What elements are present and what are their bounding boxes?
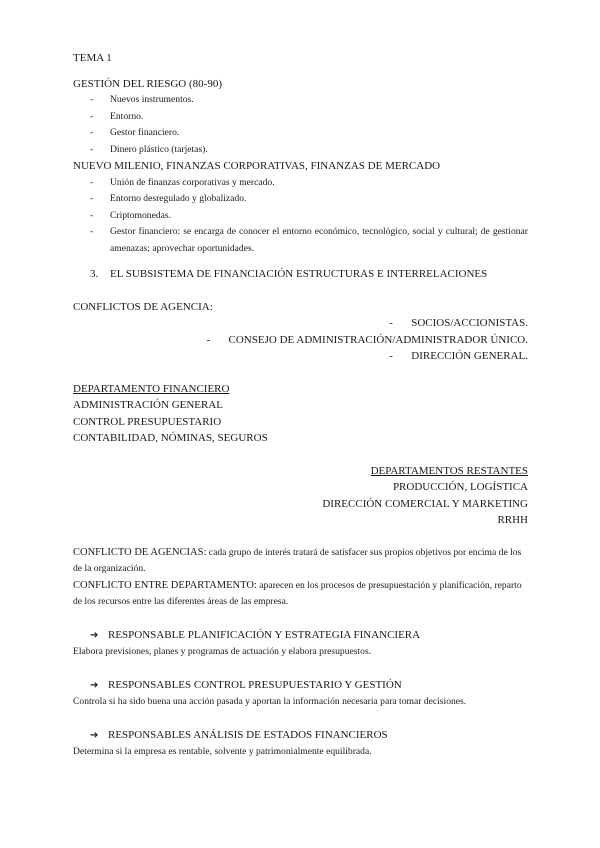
agency-item: - CONSEJO DE ADMINISTRACIÓN/ADMINISTRADOR ÚNICO.	[206, 333, 528, 346]
responsible-budget-text: Controla si ha sido buena una acción pasada y aportan la información necesaria para tomar decisiones.	[73, 696, 467, 707]
other-dept-item: DIRECCIÓN COMERCIAL Y MARKETING	[322, 497, 528, 510]
list-item: - Dinero plástico (tarjetas).	[90, 143, 208, 155]
agency-heading: CONFLICTOS DE AGENCIA:	[73, 300, 213, 313]
list-item: - Gestor financiero.	[90, 127, 180, 138]
section-3-heading: 3. EL SUBSISTEMA DE FINANCIACIÓN ESTRUCTURAS E INTERRELACIONES	[90, 268, 488, 280]
responsible-budget-heading: ➔ RESPONSABLES CONTROL PRESUPUESTARIO Y GESTIÓN	[73, 677, 528, 695]
other-dept-item: RRHH	[497, 514, 528, 526]
topic-title: TEMA 1	[73, 52, 112, 64]
list-item: - Nuevos instrumentos.	[90, 94, 194, 105]
document-page	[73, 50, 528, 761]
department-conflict-paragraph: CONFLICTO ENTRE DEPARTAMENTO: aparecen en los procesos de presupuestación y planificación, reparto de los recursos entre las diferentes áreas de las empresa.	[73, 579, 522, 607]
risk-list	[73, 92, 528, 158]
finance-dept-item: ADMINISTRACIÓN GENERAL	[73, 399, 224, 411]
arrow-icon: ➔	[90, 729, 99, 741]
list-item: - Criptomonedas.	[90, 209, 172, 221]
risk-heading: GESTIÓN DEL RIESGO (80-90)	[73, 77, 222, 90]
list-item: - Gestor financiero: se encarga de conocer el entorno económico, tecnológico, social y cultural; de gestionar amenazas; aprovechar oportunidades.	[90, 226, 528, 254]
other-dept-item: PRODUCCIÓN, LOGÍSTICA	[392, 481, 528, 493]
millennium-heading: NUEVO MILENIO, FINANZAS CORPORATIVAS, FINANZAS DE MERCADO	[73, 160, 441, 172]
list-item: - Entorno desregulado y globalizado.	[90, 193, 247, 204]
responsible-planning-heading: ➔ RESPONSABLE PLANIFICACIÓN Y ESTRATEGIA FINANCIERA	[73, 627, 528, 645]
finance-dept-item: CONTABILIDAD, NÓMINAS, SEGUROS	[73, 432, 268, 444]
finance-dept-item: CONTROL PRESUPUESTARIO	[73, 415, 222, 428]
agency-item: - SOCIOS/ACCIONISTAS.	[389, 317, 528, 329]
millennium-list	[73, 175, 528, 258]
responsible-planning-text: Elabora previsiones, planes y programas de actuación y elabora presupuestos.	[73, 646, 372, 657]
responsible-analysis-heading: ➔ RESPONSABLES ANÁLISIS DE ESTADOS FINANCIEROS	[73, 727, 528, 745]
responsible-analysis-text: Determina si la empresa es rentable, solvente y patrimonialmente equilibrada.	[73, 746, 372, 757]
agency-item: - DIRECCIÓN GENERAL.	[389, 350, 528, 362]
list-item: - Entorno.	[90, 110, 144, 122]
arrow-icon: ➔	[90, 629, 99, 641]
agency-conflict-paragraph: CONFLICTO DE AGENCIAS: cada grupo de interés tratará de satisfacer sus propios objetivos por encima de los de la organización.	[73, 546, 522, 574]
arrow-icon: ➔	[90, 679, 99, 691]
other-depts-heading: DEPARTAMENTOS RESTANTES	[370, 464, 528, 477]
finance-dept-heading: DEPARTAMENTO FINANCIERO	[73, 382, 230, 395]
list-item: - Unión de finanzas corporativas y mercado.	[90, 176, 275, 188]
